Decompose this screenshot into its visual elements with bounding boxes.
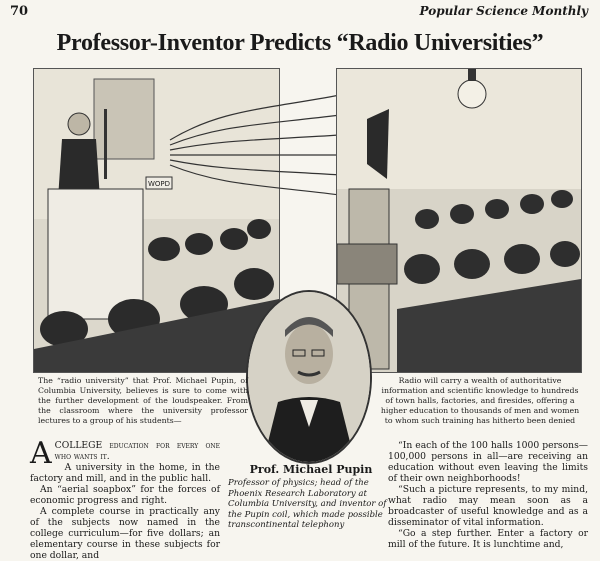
radio-waves-graphic xyxy=(160,80,360,210)
paragraph xyxy=(30,436,220,471)
caption-left: The “radio university” that Prof. Michael Pupin, of Columbia University, believes is sure to come with the further development of the loudspeaker. From the classroom where the university professor lectures to a group of his students— xyxy=(38,376,248,425)
portrait-name: Prof. Michael Pupin xyxy=(249,463,373,476)
article-headline: Professor-Inventor Predicts “Radio Universities” xyxy=(56,30,544,56)
caption-right: Radio will carry a wealth of authoritative information and scientific knowledge to hundreds of town halls, factories, and firesides, offering a higher education to thousands of men and women to whom such training has hitherto been denied xyxy=(380,376,580,425)
body-column-right xyxy=(388,440,588,550)
paragraph: “In each of the 100 halls 1000 persons—100,000 persons in all—are receiving an education without even leaving the limits of their own neighborhoods! xyxy=(388,440,588,484)
page-number: 70 xyxy=(10,4,29,19)
running-head: Popular Science Monthly xyxy=(419,4,588,18)
town-hall-audience-illustration xyxy=(336,68,582,373)
lectern-sign: WOPD xyxy=(148,180,171,188)
paragraph: “Such a picture represents, to my mind, what radio may mean soon as a broadcaster of useful knowledge and as a disseminator of vital information. xyxy=(388,484,588,528)
paragraph: “Go a step further. Enter a factory or mill of the future. It is lunchtime and, xyxy=(388,528,588,550)
paragraph: An “aerial soapbox” for the forces of economic progress and right. xyxy=(30,484,220,506)
drop-cap: A xyxy=(30,436,52,471)
portrait-photo xyxy=(246,290,372,464)
paragraph: A complete course in practically any of the subjects now named in the college curriculum—for five dollars; an elementary course in these subjects for one dollar, and xyxy=(30,506,220,561)
portrait-description: Professor of physics; head of the Phoenix Research Laboratory at Columbia University, and inventor of the Pupin coil, which made possible transcontinental telephony xyxy=(228,478,387,530)
paragraph: A university in the home, in the factory and mill, and in the public hall. xyxy=(30,462,220,484)
paragraph-text: COLLEGE education for every one who wants it. xyxy=(54,440,220,462)
body-column-left xyxy=(30,436,220,561)
